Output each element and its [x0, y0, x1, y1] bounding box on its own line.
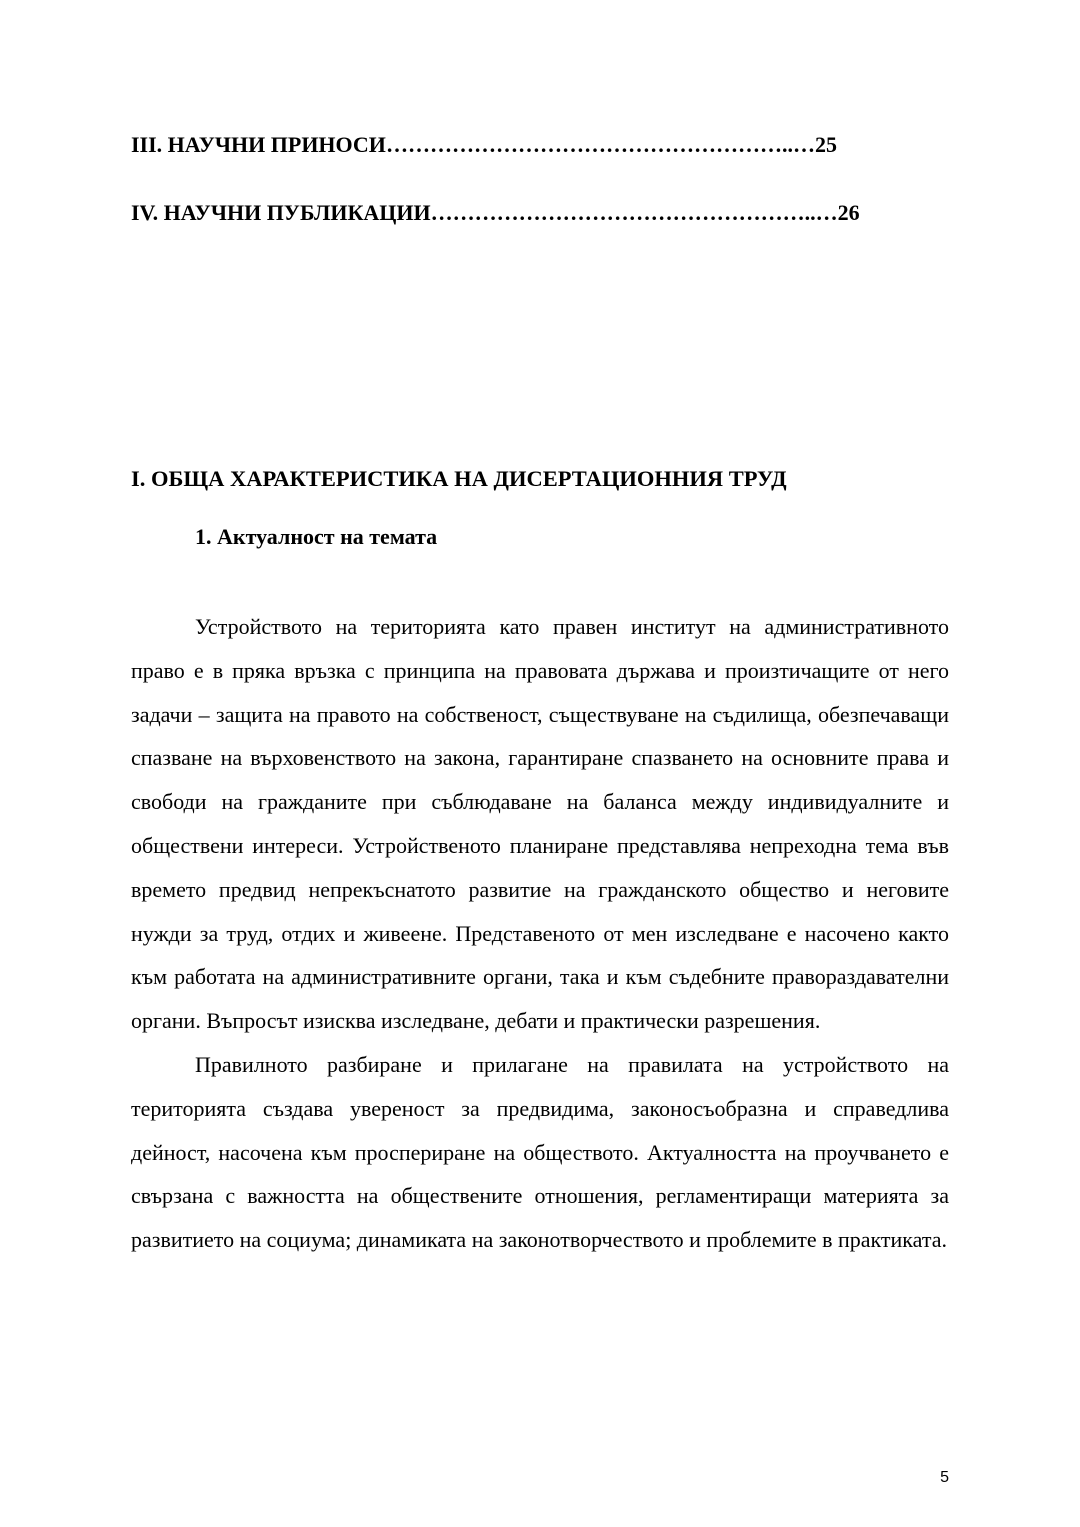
subsection-heading: 1. Актуалност на темата	[195, 524, 438, 549]
toc-entry-page: 26	[837, 200, 860, 225]
toc-entry-scientific-publications	[131, 198, 949, 228]
toc-entry-title: IV. НАУЧНИ ПУБЛИКАЦИИ	[131, 200, 431, 225]
page-number: 5	[940, 1469, 949, 1486]
toc-entry-page: 25	[814, 132, 837, 157]
section-heading: I. ОБЩА ХАРАКТЕРИСТИКА НА ДИСЕРТАЦИОННИЯ ТРУД	[131, 466, 787, 491]
toc-entry-leader: ……………………………………………..…	[430, 200, 838, 225]
body-text	[131, 605, 949, 1262]
paragraph: Правилното разбиране и прилагане на правилата на устройството на територията създава увереност за предвидима, законосъобразна и справедлива дейност, насочена към проспериране на обществото. Актуалността на проучването е свързана с важността на обществените отношения, регламентиращи материята за развитието на социума; динамиката на законотворчеството и проблемите в практиката.	[131, 1051, 949, 1253]
toc-entry-scientific-contributions	[131, 130, 949, 160]
paragraph: Устройството на територията като правен институт на административното право е в пряка връзка с принципа на правовата държава и произтичащите от него задачи – защита на правото на собственост, съществуване на съдилища, обезпечаващи спазване на върховенството на закона, гарантиране спазването на основните права и свободи на гражданите при съблюдаване на баланса между индивидуалните и обществени интереси. Устройственото планиране представлява непреходна тема във времето предвид непрекъснатото развитие на гражданското общество и неговите нужди за труд, отдих и живеене. Представеното от мен изследване е насочено както към работата на административните органи, така и към съдебните правораздавателни органи. Въпросът изисква изследване, дебати и практически разрешения.	[131, 614, 949, 1034]
toc-entry-title: III. НАУЧНИ ПРИНОСИ	[131, 132, 386, 157]
toc-entry-leader: ………………………………………………..…	[385, 132, 815, 157]
